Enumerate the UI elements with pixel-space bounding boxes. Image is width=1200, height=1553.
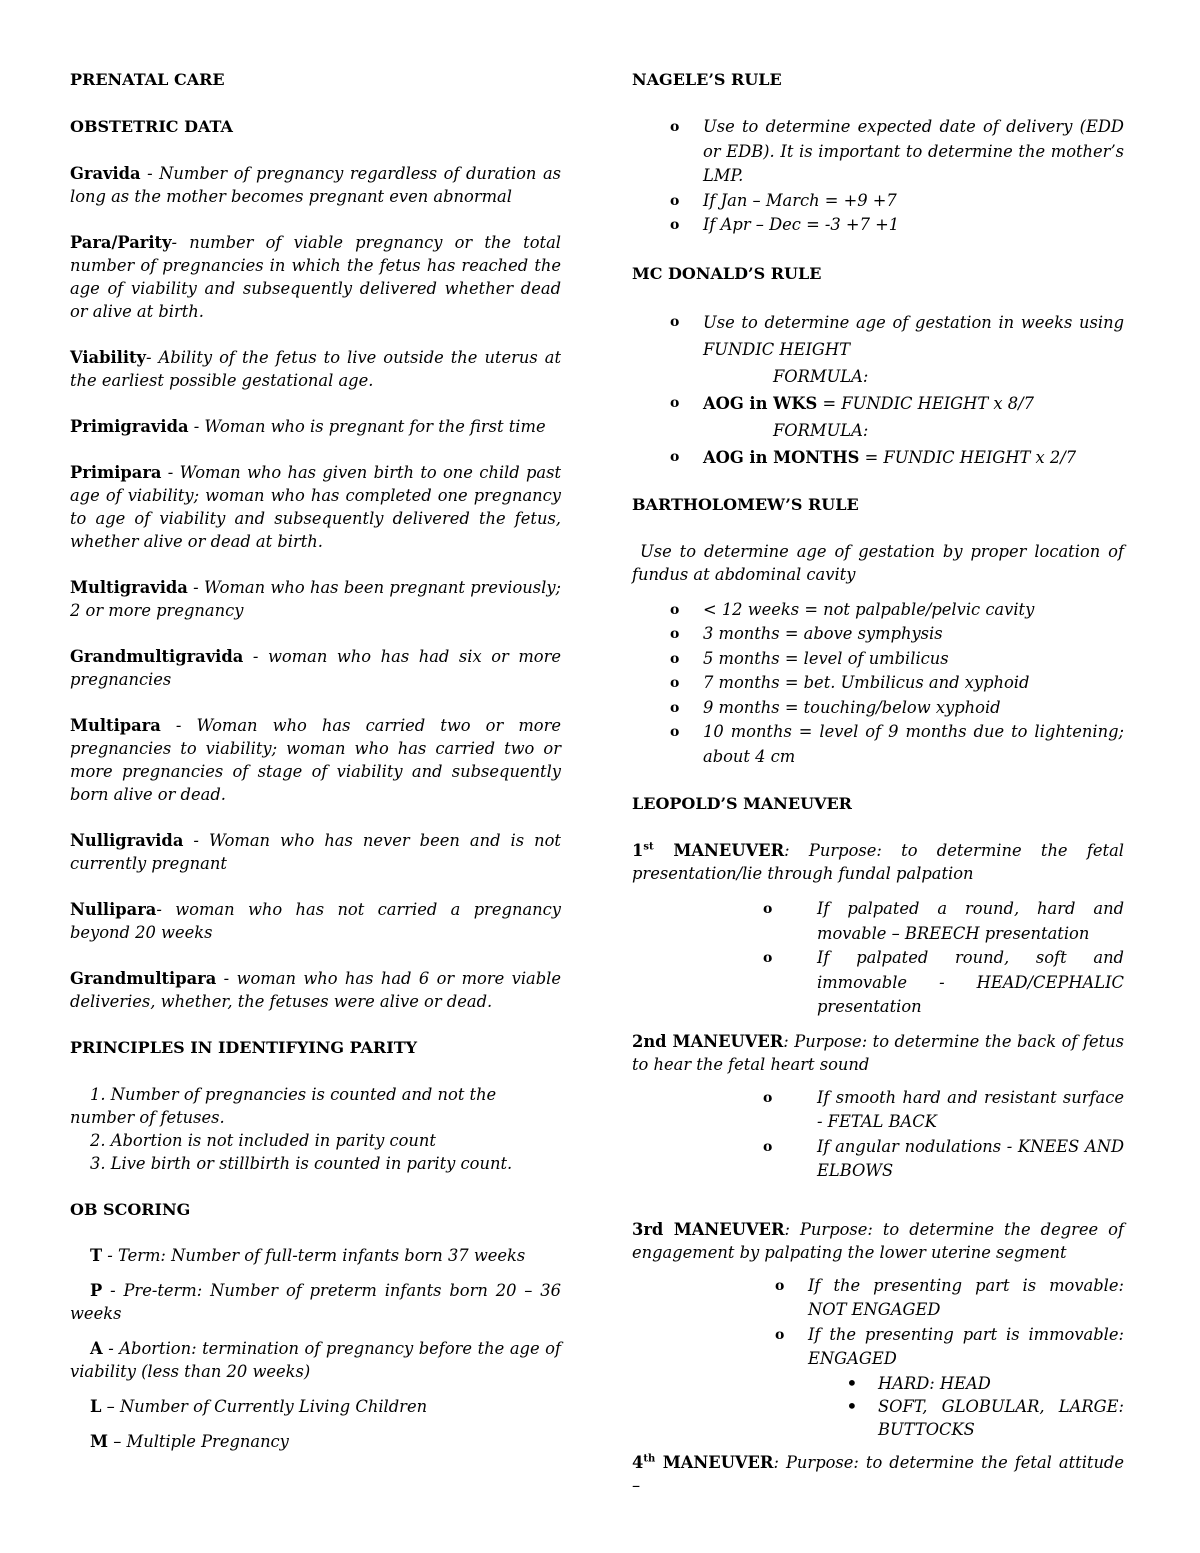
term: Grandmultigravida — [70, 647, 244, 666]
separator: – — [101, 1397, 120, 1416]
separator: - — [243, 647, 268, 666]
term: Para/Parity — [70, 233, 172, 252]
maneuver-4-label — [632, 1453, 773, 1472]
ob-text: Pre-term: Number of preterm infants born 20 – 36 weeks — [70, 1281, 561, 1323]
separator: - — [183, 831, 209, 850]
definition-nulligravida — [70, 829, 561, 875]
ob-score-item — [70, 1430, 561, 1453]
list-item: o 3 months = above symphysis — [632, 622, 1124, 647]
list-item: o If smooth hard and resistant surface - FETAL BACK — [632, 1086, 1124, 1135]
term: Multigravida — [70, 578, 188, 597]
aog-weeks-formula: = FUNDIC HEIGHT x 8/7 — [817, 393, 1034, 413]
parity-item: 3. Live birth or stillbirth is counted in parity count. — [90, 1154, 513, 1173]
maneuver-3-list — [632, 1274, 1124, 1372]
ob-score-item — [70, 1337, 561, 1383]
ob-score-item — [70, 1279, 561, 1325]
list-item: • HARD: HEAD — [878, 1372, 1124, 1395]
ordinal-suffix: st — [643, 841, 654, 853]
maneuver-word: MANEUVER — [653, 841, 785, 860]
nagele-list — [632, 115, 1124, 238]
ob-text: Abortion: termination of pregnancy before the age of viability (less than 20 weeks) — [70, 1339, 562, 1381]
term: Multipara — [70, 716, 161, 735]
ob-score-item — [70, 1395, 561, 1418]
definition-grandmultipara — [70, 967, 561, 1013]
maneuver-2-text: : Purpose: to determine the back of fetus to hear the fetal heart sound — [632, 1031, 1124, 1074]
aog-months-formula: = FUNDIC HEIGHT x 2/7 — [859, 447, 1077, 467]
separator: - — [160, 716, 197, 735]
maneuver-2 — [632, 1030, 1124, 1076]
ordinal-suffix: th — [643, 1453, 656, 1465]
definition-grandmultigravida — [70, 645, 561, 691]
definition-text: Woman who has never been and is not currently pregnant — [70, 831, 561, 873]
separator: - — [146, 348, 159, 367]
definition-nullipara — [70, 898, 561, 944]
maneuver-2-label: 2nd MANEUVER — [632, 1031, 784, 1051]
list-item: • SOFT, GLOBULAR, LARGE: BUTTOCKS — [878, 1395, 1124, 1441]
maneuver-4-text: : Purpose: to determine the fetal attitude – — [632, 1452, 1124, 1495]
separator: - — [188, 417, 205, 436]
mcdonald-formula-months — [632, 444, 1124, 471]
maneuver-1-list — [632, 897, 1124, 1020]
definition-text: Woman who has carried two or more pregnancies to viability; woman who has carried two or more pregnancies of stage of viability and subsequently born alive or dead. — [70, 716, 561, 804]
definition-text: Ability of the fetus to live outside the uterus at the earliest possible gestational age. — [70, 348, 561, 390]
term: Gravida — [70, 164, 141, 183]
bartholomew-list — [632, 598, 1124, 770]
ob-letter: L — [90, 1397, 102, 1416]
definition-primipara — [70, 461, 561, 553]
ob-text: Multiple Pregnancy — [126, 1432, 289, 1451]
term: Grandmultipara — [70, 969, 217, 988]
definition-text: Number of pregnancy regardless of duration as long as the mother becomes pregnant even abnormal — [70, 164, 562, 206]
list-item: o If Apr – Dec = -3 +7 +1 — [632, 213, 1124, 238]
list-item: o 10 months = level of 9 months due to lightening; about 4 cm — [632, 720, 1124, 769]
definition-viability — [70, 346, 561, 392]
definition-text: woman who has had six or more pregnancies — [70, 647, 562, 689]
list-item: o If palpated round, soft and immovable - HEAD/CEPHALIC presentation — [632, 946, 1124, 1020]
definition-text: Woman who has given birth to one child past age of viability; woman who has completed one pregnancy to age of viability and subsequently delivered the fetus, whether alive or dead at birth. — [70, 463, 561, 551]
ordinal-number: 4 — [632, 1452, 644, 1472]
list-item: o 5 months = level of umbilicus — [632, 647, 1124, 672]
ob-scoring-heading: OB SCORING — [70, 1200, 191, 1219]
separator: - — [140, 164, 160, 183]
ob-score-item — [70, 1244, 561, 1267]
parity-item: 1. Number of pregnancies is counted and not the number of fetuses. — [70, 1085, 497, 1127]
maneuver-1 — [632, 839, 1124, 885]
aog-weeks-label: AOG in WKS — [703, 393, 818, 413]
maneuver-3 — [632, 1218, 1124, 1264]
maneuver-2-list — [632, 1086, 1124, 1184]
definition-primigravida — [70, 415, 561, 438]
bartholomew-heading: BARTHOLOMEW’S RULE — [632, 494, 859, 514]
leopold-heading: LEOPOLD’S MANEUVER — [632, 794, 852, 813]
list-item: o If the presenting part is immovable: ENGAGED — [632, 1323, 1124, 1372]
list-item: o If palpated a round, hard and movable – BREECH presentation — [632, 897, 1124, 946]
parity-principles-heading: PRINCIPLES IN IDENTIFYING PARITY — [70, 1038, 418, 1057]
aog-months-label: AOG in MONTHS — [703, 447, 860, 467]
definition-text: Woman who has been pregnant previously; 2 or more pregnancy — [70, 578, 561, 620]
right-column — [632, 68, 1124, 1497]
maneuver-word: MANEUVER — [655, 1452, 774, 1472]
maneuver-3-label: 3rd MANEUVER — [632, 1219, 785, 1239]
maneuver-1-label — [632, 841, 784, 860]
term: Viability — [70, 348, 147, 367]
maneuver-3-sublist — [632, 1372, 1124, 1441]
maneuver-1-text: : Purpose: to determine the fetal presentation/lie through fundal palpation — [632, 841, 1124, 883]
page-title: PRENATAL CARE — [70, 70, 225, 89]
separator: - — [102, 1281, 124, 1300]
list-item: o < 12 weeks = not palpable/pelvic cavity — [632, 598, 1124, 623]
separator: - — [102, 1246, 118, 1265]
mcdonald-formula-weeks — [632, 390, 1124, 417]
ob-text: Term: Number of full-term infants born 37 weeks — [117, 1246, 526, 1265]
definition-multipara — [70, 714, 561, 806]
maneuver-3-text: : Purpose: to determine the degree of engagement by palpating the lower uterine segment — [632, 1219, 1124, 1262]
list-item — [632, 444, 1124, 471]
left-column — [70, 68, 561, 1453]
list-item: o Use to determine age of gestation in weeks using FUNDIC HEIGHT — [632, 309, 1124, 363]
ob-text: Number of Currently Living Children — [119, 1397, 428, 1416]
separator: - — [161, 463, 180, 482]
definition-gravida — [70, 162, 561, 208]
separator: – — [108, 1432, 127, 1451]
list-item: o 9 months = touching/below xyphoid — [632, 696, 1124, 721]
maneuver-4 — [632, 1451, 1124, 1497]
list-item: o If angular nodulations - KNEES AND ELBOWS — [632, 1135, 1124, 1184]
mcdonald-heading: MC DONALD’S RULE — [632, 263, 822, 283]
separator: - — [102, 1339, 120, 1358]
formula-label: FORMULA: — [773, 366, 869, 386]
formula-label: FORMULA: — [773, 420, 869, 440]
separator: - — [216, 969, 237, 988]
ob-letter: T — [90, 1246, 103, 1265]
ordinal-number: 1 — [632, 841, 644, 860]
list-item: o If Jan – March = +9 +7 — [632, 189, 1124, 214]
definition-text: woman who has had 6 or more viable deliveries, whether, the fetuses were alive or dead. — [70, 969, 561, 1011]
list-item: o If the presenting part is movable: NOT ENGAGED — [632, 1274, 1124, 1323]
ob-letter: M — [90, 1432, 109, 1451]
definition-multigravida — [70, 576, 561, 622]
definition-parity — [70, 231, 561, 323]
list-item — [632, 390, 1124, 417]
definition-text: number of viable pregnancy or the total number of pregnancies in which the fetus has reached the age of viability and subsequently delivered whether dead or alive at birth. — [70, 233, 561, 321]
term: Primigravida — [70, 417, 189, 436]
definition-text: Woman who is pregnant for the first time — [204, 417, 546, 436]
separator: - — [187, 578, 205, 597]
parity-item: 2. Abortion is not included in parity count — [90, 1131, 436, 1150]
list-item: o 7 months = bet. Umbilicus and xyphoid — [632, 671, 1124, 696]
separator: - — [171, 233, 190, 252]
nagele-heading: NAGELE’S RULE — [632, 70, 782, 89]
list-item: o Use to determine expected date of delivery (EDD or EDB). It is important to determine the mother’s LMP. — [632, 115, 1124, 189]
ob-letter: A — [90, 1339, 103, 1358]
ob-letter: P — [90, 1281, 103, 1300]
term: Primipara — [70, 463, 162, 482]
obstetric-data-heading: OBSTETRIC DATA — [70, 117, 233, 136]
separator: - — [156, 900, 176, 919]
bartholomew-intro: Use to determine age of gestation by proper location of fundus at abdominal cavity — [632, 541, 1124, 584]
definition-text: woman who has not carried a pregnancy beyond 20 weeks — [70, 900, 561, 942]
mcdonald-list — [632, 309, 1124, 363]
term: Nullipara — [70, 900, 157, 919]
term: Nulligravida — [70, 831, 184, 850]
